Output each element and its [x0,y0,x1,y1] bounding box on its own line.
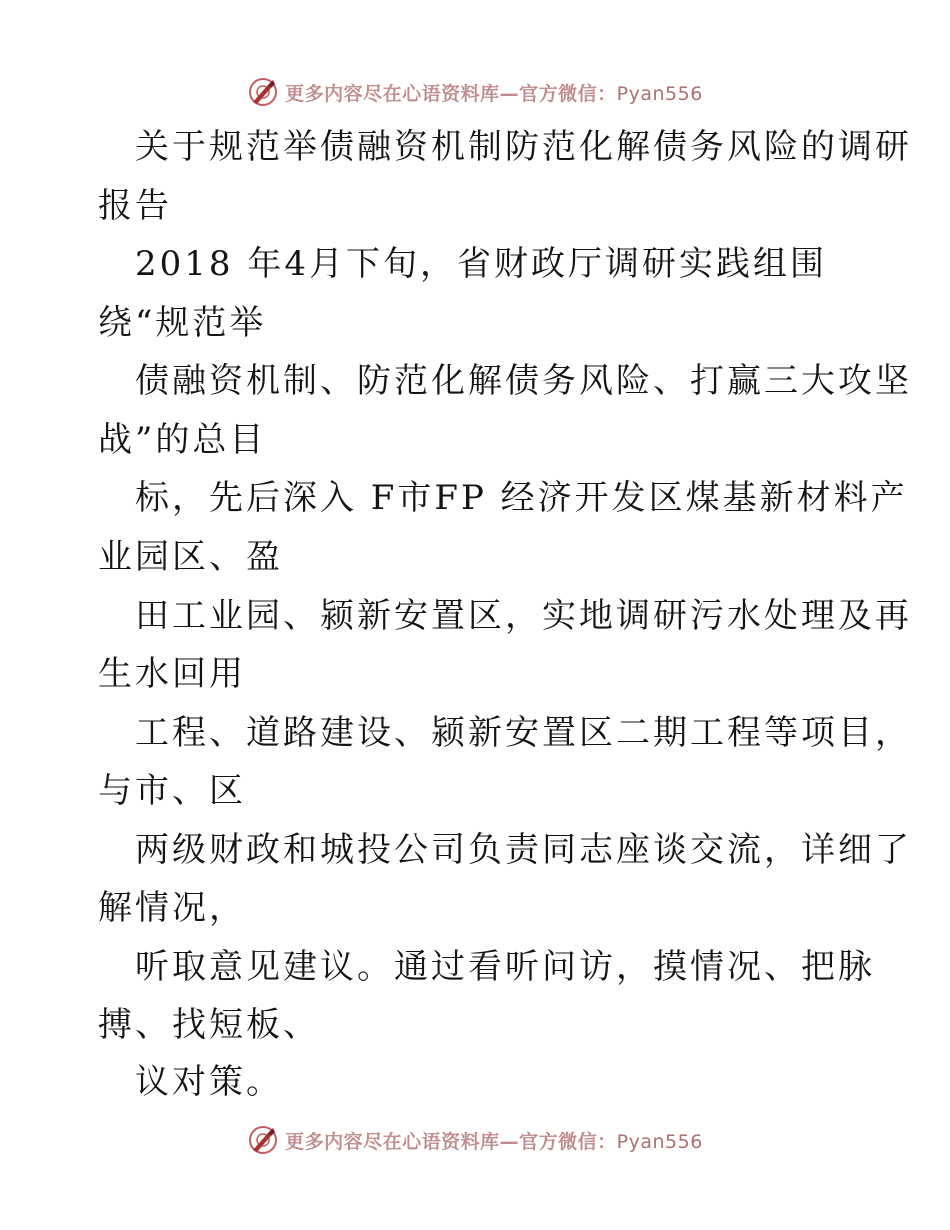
paragraph-line: 解情况， [98,888,246,928]
paragraph-line: 听取意见建议。通过看听问访，摸情况、把脉 [135,947,875,987]
watermark-wechat-id: Pyan556 [616,82,703,105]
document-title-line-1: 关于规范举债融资机制防范化解债务风险的调研 [135,127,912,167]
paragraph-line: 与市、区 [98,771,246,811]
paragraph-line: 债融资机制、防范化解债务风险、打赢三大攻坚 [135,361,912,401]
paragraph-line: 田工业园、颍新安置区，实地调研污水处理及再 [135,596,912,636]
watermark-label: 更多内容尽在心语资料库—官方微信： [285,82,617,105]
pen-logo-icon [247,1124,279,1156]
paragraph-line: 两级财政和城投公司负责同志座谈交流，详细了 [135,830,912,870]
paragraph-line: 生水回用 [98,654,246,694]
pen-logo-icon [247,76,279,108]
paragraph-line: 业园区、盈 [98,537,283,577]
paragraph-line: 标，先后深入 F市FP 经济开发区煤基新材料产 [135,478,908,518]
watermark-text [285,79,703,106]
paragraph-line: 搏、找短板、 [98,1005,320,1045]
watermark-wechat-id: Pyan556 [616,1130,703,1153]
document-title-line-2: 报告 [98,186,172,226]
paragraph-line: 绕“规范举 [98,303,267,343]
paragraph-line: 战”的总目 [98,420,267,460]
watermark-label: 更多内容尽在心语资料库—官方微信： [285,1130,617,1153]
paragraph-line: 议对策。 [135,1062,283,1102]
footer-watermark [0,1120,950,1160]
watermark-text [285,1127,703,1154]
paragraph-line: 2018 年4月下旬，省财政厅调研实践组围 [135,244,827,284]
paragraph-line: 工程、道路建设、颍新安置区二期工程等项目， [135,713,912,753]
header-watermark [0,72,950,112]
